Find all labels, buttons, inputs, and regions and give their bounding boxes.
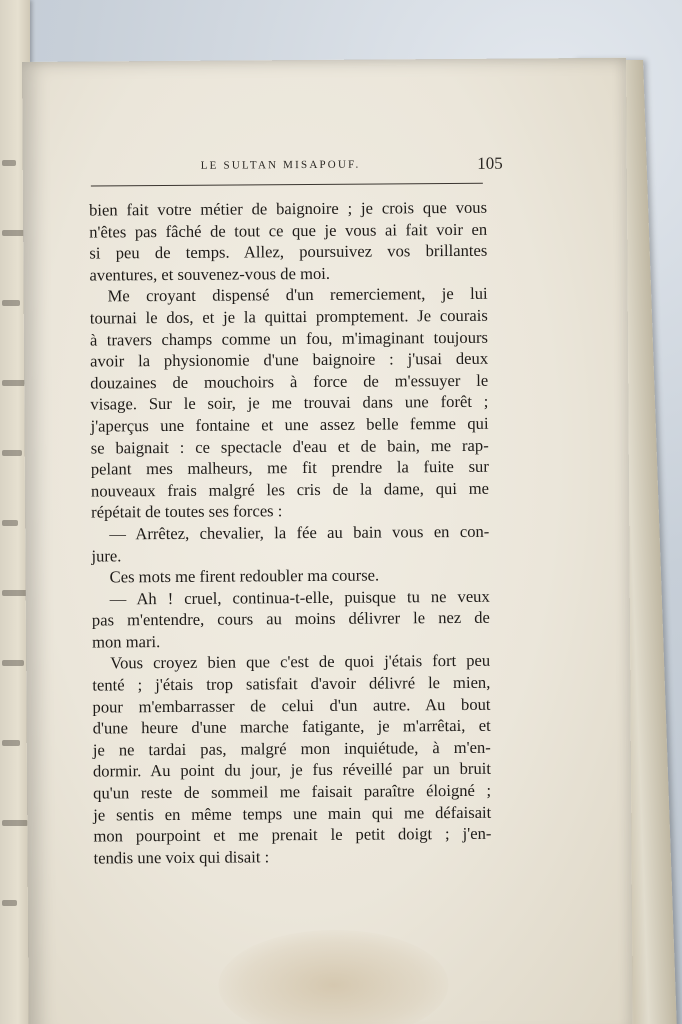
ghost-text-mark — [2, 520, 18, 526]
ghost-text-mark — [2, 450, 22, 456]
water-stain — [218, 929, 449, 1024]
text-line: Vous croyez bien que c'est de quoi j'étais fort peu — [110, 651, 491, 673]
ghost-text-mark — [2, 160, 16, 166]
text-line: j'aperçus une fontaine et une assez belle femme qui — [90, 413, 489, 436]
text-line: d'une heure d'une marche fatigante, je m'arrêtai, et — [92, 715, 491, 738]
text-line: se baignait : ce spectacle d'eau et de bain, me rap- — [90, 435, 489, 458]
text-line: pelant mes malheurs, me fit prendre la fuite sur — [90, 456, 489, 479]
text-line: à travers champs comme un fou, m'imaginant toujours — [89, 327, 488, 350]
running-title: LE SULTAN MISAPOUF. — [200, 158, 361, 172]
text-line: mon pourpoint et me prenait le petit doigt ; j'en- — [93, 823, 492, 846]
text-line: douzaines de mouchoirs à force de m'essuyer le — [90, 370, 489, 393]
text-line: avoir la physionomie d'une baignoire : j'usai deux — [90, 348, 489, 371]
page-number: 105 — [477, 153, 503, 173]
text-line: pour m'embarrasser de celui d'un autre. Au bout — [92, 694, 491, 717]
text-line: qu'un reste de sommeil me faisait paraître éloigné ; — [93, 780, 492, 803]
text-line: Me croyant dispensé d'un remerciement, je lui — [107, 284, 488, 306]
ghost-text-mark — [2, 900, 17, 906]
text-line: aventures, et souvenez-vous de moi. — [89, 263, 331, 285]
text-line: bien fait votre métier de baignoire ; je crois que vous — [88, 197, 488, 220]
header-rule — [91, 183, 483, 187]
text-line: mon mari. — [91, 631, 161, 652]
text-line: n'êtes pas fâché de tout ce que je vous ai fait voir en — [89, 219, 488, 242]
text-line: dormir. Au point du jour, je fus réveillé par un bruit — [92, 759, 492, 781]
text-line: — Arrêtez, chevalier, la fée au bain vous en con- — [109, 521, 490, 544]
ghost-text-mark — [2, 820, 28, 826]
ghost-text-mark — [2, 660, 24, 666]
text-line: je sentis en même temps une main qui me défaisait — [93, 802, 492, 825]
text-line: nouveaux frais malgré les cris de la dame, qui me — [90, 478, 490, 501]
page-header — [201, 154, 511, 180]
text-line: Ces mots me firent redoubler ma course. — [109, 565, 380, 587]
text-line: tenté ; j'étais trop satisfait d'avoir délivré le mien, — [92, 672, 491, 695]
text-line: pas m'entendre, cours au moins délivrer le nez de — [91, 608, 490, 630]
text-line: jure. — [91, 545, 122, 566]
text-line: si peu de temps. Allez, poursuivez vos brillantes — [89, 240, 488, 263]
text-line: — Ah ! cruel, continua-t-elle, puisque tu ne veux — [109, 586, 490, 609]
book-page — [22, 58, 633, 1024]
text-line: répétait de toutes ses forces : — [91, 501, 283, 522]
text-line: visage. Sur le soir, je me trouvai dans une forêt ; — [90, 392, 489, 414]
ghost-text-mark — [2, 590, 28, 596]
ghost-text-mark — [2, 300, 20, 306]
text-line: tendis une voix qui disait : — [93, 847, 270, 868]
ghost-text-mark — [2, 740, 20, 746]
text-line: tournai le dos, et je la quittai promptement. Je courais — [89, 305, 488, 328]
body-text — [89, 197, 492, 869]
text-line: je ne tardai pas, malgré mon inquiétude, à m'en- — [92, 737, 491, 760]
